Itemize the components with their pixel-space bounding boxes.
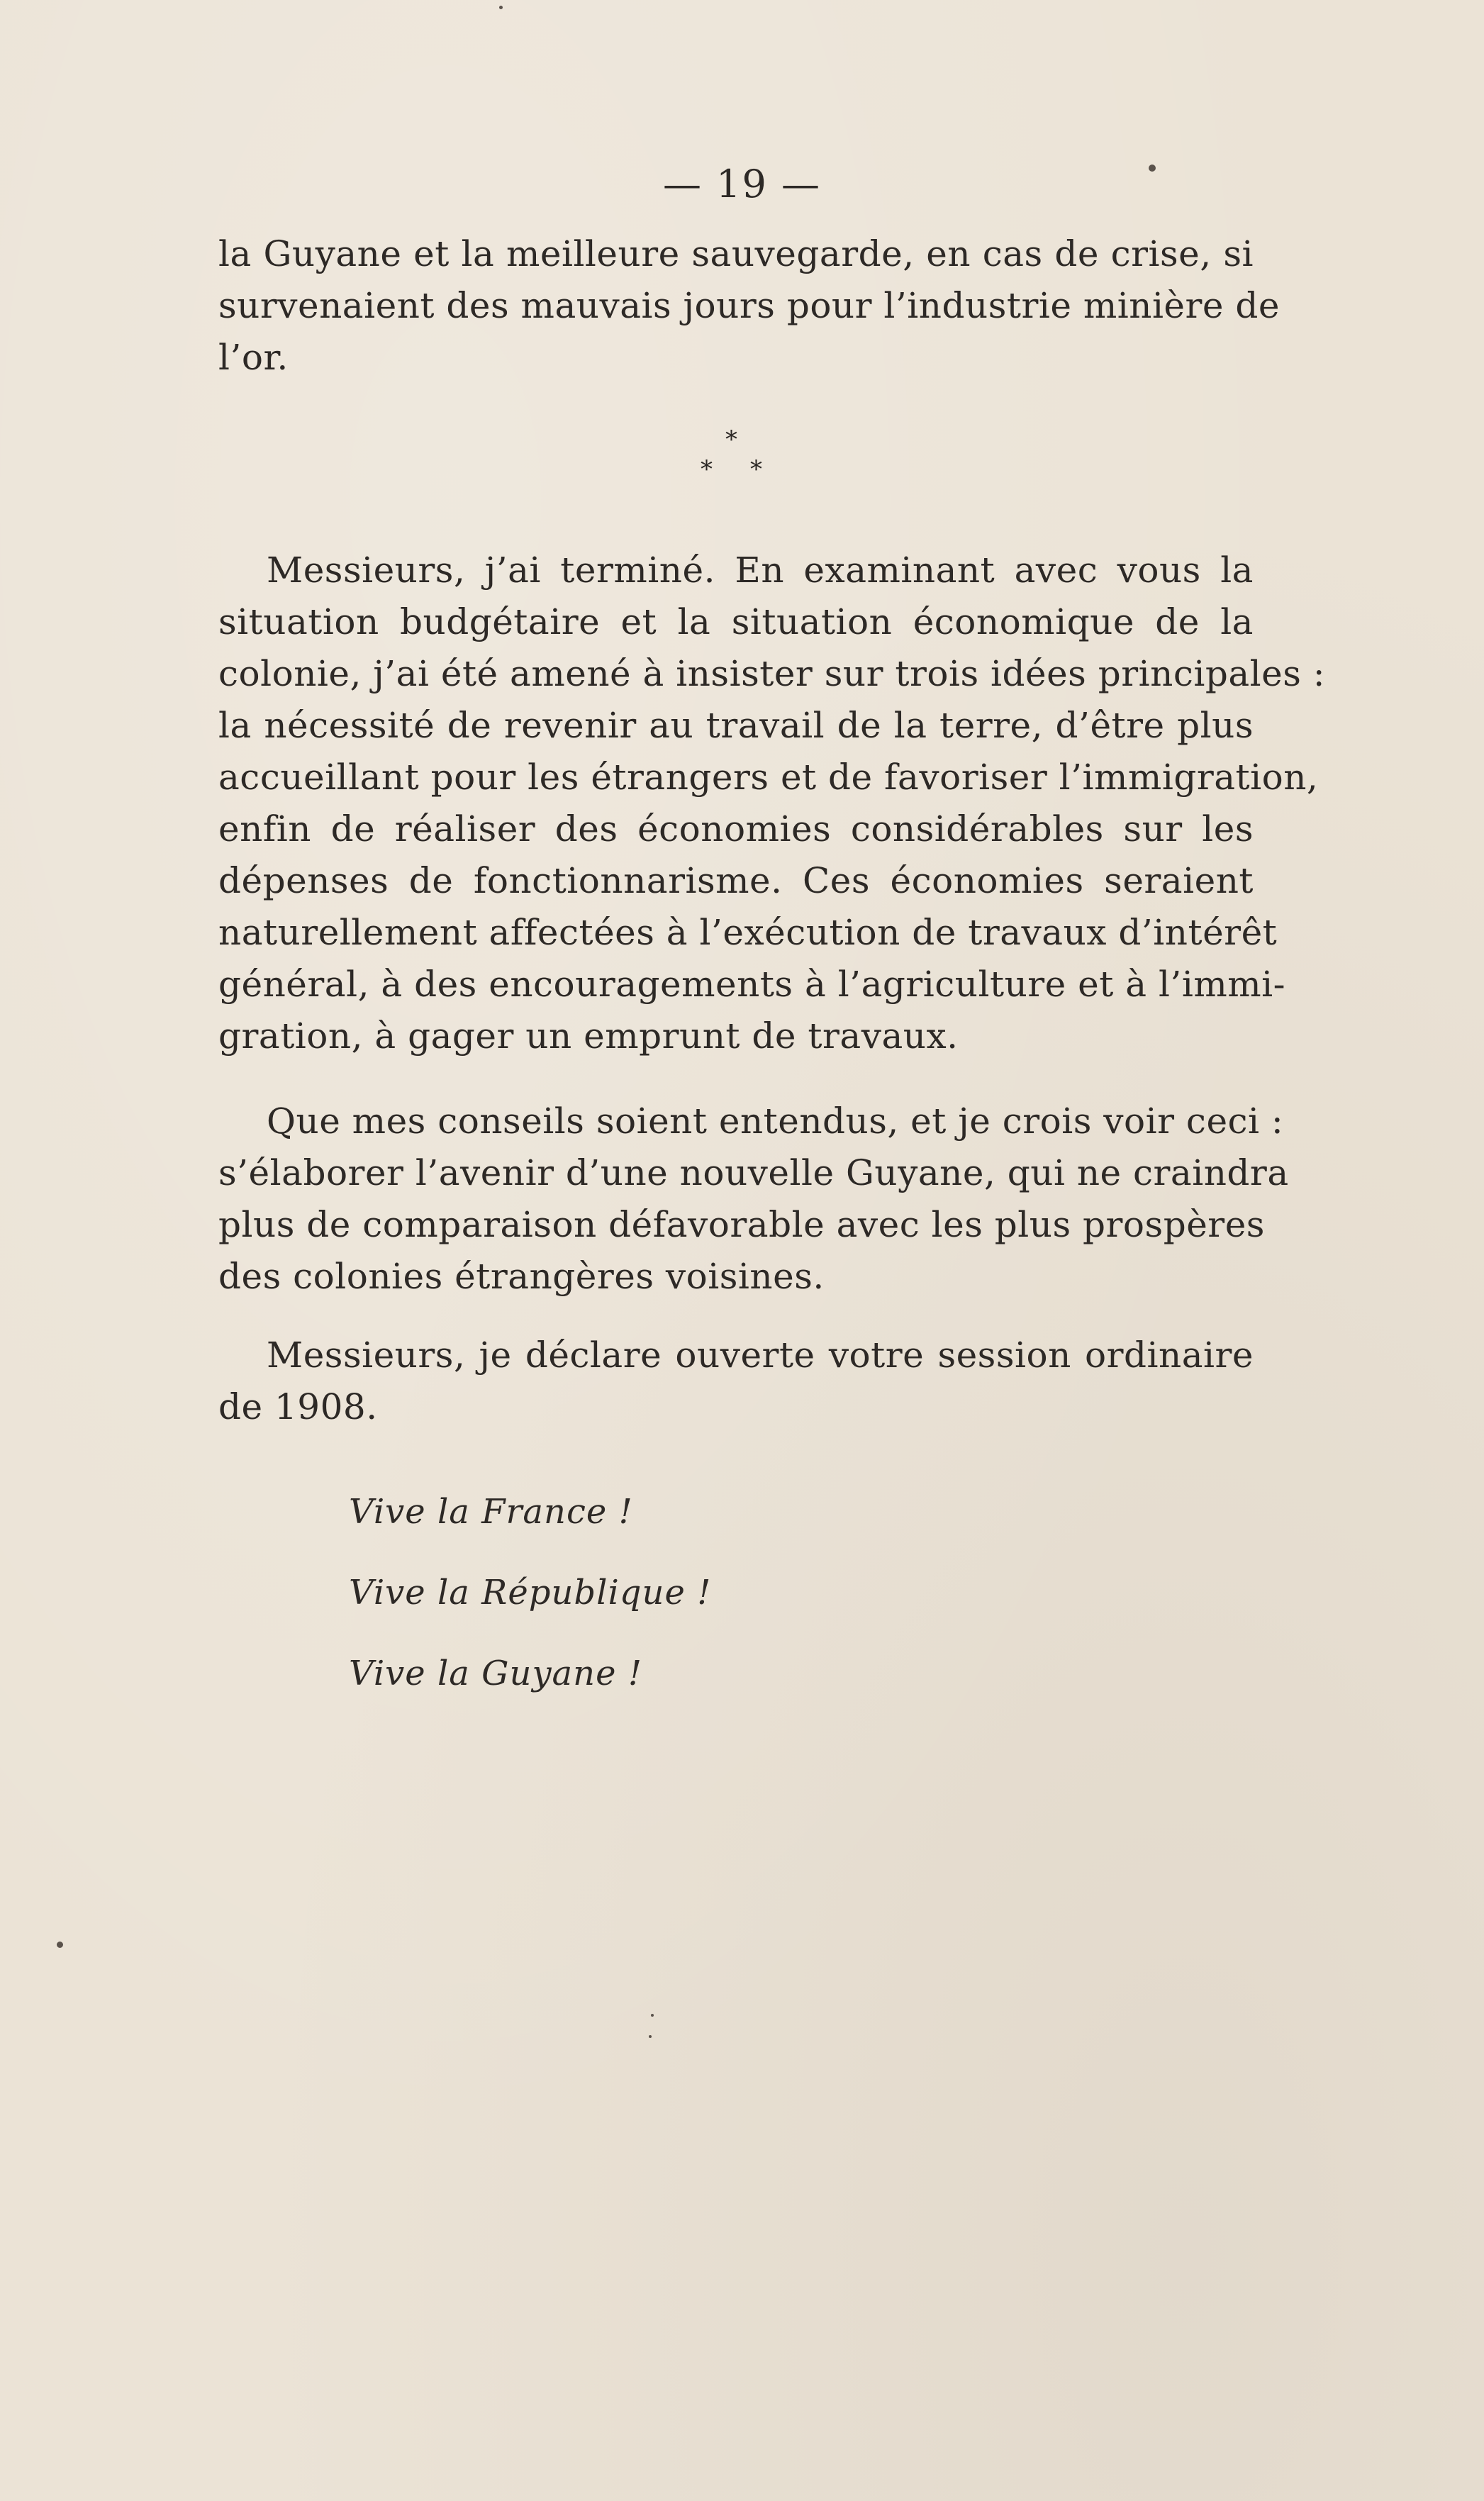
asterism-star-right: * <box>750 455 762 484</box>
paragraph-4-line-2: de 1908. <box>218 1386 378 1427</box>
paragraph-3-line-1: Que mes conseils soient entendus, et je crois voir ceci : <box>267 1101 1284 1142</box>
paragraph-2-line-5: accueillant pour les étrangers et de favoriser l’immigration, <box>218 757 1319 798</box>
paragraph-3-line-2: s’élaborer l’avenir d’une nouvelle Guyane, qui ne craindra <box>218 1152 1289 1193</box>
paragraph-2-line-8: naturellement affectées à l’exécution de travaux d’intérêt <box>218 912 1278 953</box>
paragraph-2-line-6: enfin de réaliser des économies considérables sur les <box>218 808 1254 850</box>
paragraph-2-line-7: dépenses de fonctionnarisme. Ces économies seraient <box>218 860 1254 901</box>
asterism <box>695 425 780 489</box>
paragraph-2-line-9: général, à des encouragements à l’agriculture et à l’immi- <box>218 964 1286 1005</box>
asterism-star-left: * <box>701 455 713 484</box>
paragraph-3-line-3: plus de comparaison défavorable avec les plus prospères <box>218 1204 1265 1245</box>
paragraph-3-line-4: des colonies étrangères voisines. <box>218 1256 825 1297</box>
paragraph-1-line-3: l’or. <box>218 337 289 378</box>
paragraph-2-line-3: colonie, j’ai été amené à insister sur trois idées principales : <box>218 653 1326 694</box>
closing-vive-la-guyane: Vive la Guyane ! <box>349 1654 643 1693</box>
paper-speck <box>499 6 503 9</box>
paragraph-4 <box>218 1330 1254 1433</box>
closing-vive-la-france: Vive la France ! <box>349 1492 633 1532</box>
paragraph-2-line-1: Messieurs, j’ai terminé. En examinant avec vous la <box>267 550 1254 591</box>
paper-speck <box>649 2035 652 2038</box>
asterism-star-top: * <box>725 425 737 454</box>
closing-vive-la-republique: Vive la République ! <box>349 1573 712 1612</box>
page-number: — 19 — <box>662 162 822 206</box>
paper-speck <box>57 1942 63 1948</box>
paragraph-2 <box>218 545 1326 1062</box>
paragraph-3 <box>218 1096 1289 1303</box>
paragraph-1-line-1: la Guyane et la meilleure sauvegarde, en cas de crise, si <box>218 233 1254 274</box>
paragraph-2-line-2: situation budgétaire et la situation économique de la <box>218 601 1254 642</box>
paper-speck <box>651 2014 654 2017</box>
paragraph-4-line-1: Messieurs, je déclare ouverte votre session ordinaire <box>267 1335 1254 1376</box>
paragraph-1 <box>218 228 1281 384</box>
paragraph-2-line-4: la nécessité de revenir au travail de la terre, d’être plus <box>218 705 1254 746</box>
paragraph-2-line-10: gration, à gager un emprunt de travaux. <box>218 1015 959 1057</box>
paragraph-1-line-2: survenaient des mauvais jours pour l’industrie minière de <box>218 285 1281 326</box>
paper-speck <box>1149 165 1156 172</box>
